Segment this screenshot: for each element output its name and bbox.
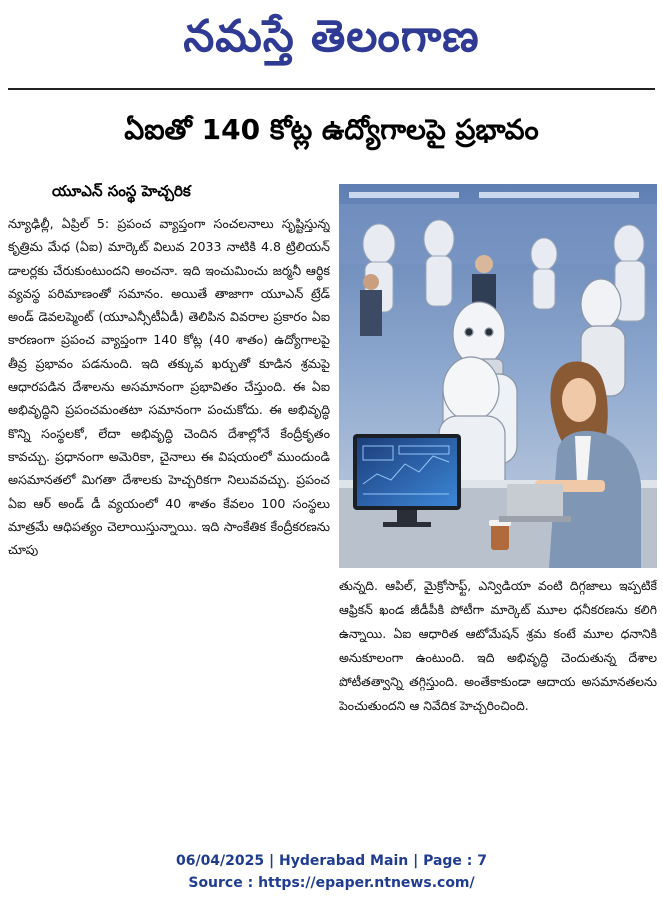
article-subheadline: యూఎన్ సంస్థ హెచ్చరిక — [52, 182, 191, 200]
article-body-text-2: తున్నది. ఆపిల్, మైక్రోసాఫ్ట్, ఎన్విడియా వంటి దిగ్గజాలు ఇప్పటికే ఆఫ్రికన్ ఖండ జీడీపీకి పోటీగా మార్కెట్ మూల ధనీకరణను కలిగి ఉన్నాయి. ఏఐ ఆధారిత ఆటోమేషన్ శ్రమ కంటే మూల ధనానికి అనుకూలంగా ఉంటుంది. ఇది అభివృద్ధి చెందుతున్న దేశాల పోటీతత్వాన్ని తగ్గిస్తుంది. అంతేకాకుండా ఆదాయ అసమానతలను పెంచుతుందని ఆ నివేదిక హెచ్చరించింది. — [339, 578, 657, 713]
footer-source-line: Source : https://epaper.ntnews.com/ — [188, 875, 475, 891]
article-headline: ఏఐతో 140 కోట్ల ఉద్యోగాలపై ప్రభావం — [124, 113, 539, 146]
article-column-1 — [8, 212, 330, 832]
masthead — [0, 6, 663, 68]
office-robots-illustration — [339, 184, 657, 568]
top-divider — [8, 88, 655, 90]
page-footer — [0, 850, 663, 894]
masthead-title: నమస్తే తెలంగాణ — [183, 11, 480, 62]
article-photo — [339, 184, 657, 568]
footer-date-line: 06/04/2025 | Hyderabad Main | Page : 7 — [175, 853, 488, 869]
article-body-text-1: న్యూఢిల్లీ, ఏప్రిల్ 5: ప్రపంచ వ్యాప్తంగా సంచలనాలు సృష్టిస్తున్న కృత్రిమ మేధ (ఏఐ) మార్కెట్ విలువ 2033 నాటికి 4.8 ట్రిలియన్ డాలర్లకు చేరుకుంటుందని అంచనా. ఇది ఇంచుమించు జర్మనీ ఆర్థిక వ్యవస్థ పరిమాణంతో సమానం. అయితే తాజాగా యూఎన్ ట్రేడ్ అండ్ డెవలప్మెంట్ (యూఎన్సీటీఏడీ) తెలిపిన వివరాల ప్రకారం ఏఐ కారణంగా ప్రపంచ వ్యాప్తంగా 140 కోట్ల (40 శాతం) ఉద్యోగాలపై తీవ్ర ప్రభావం పడనుంది. ఇది తక్కువ ఖర్చుతో కూడిన శ్రమపై ఆధారపడిన దేశాలను అసమానంగా ప్రభావితం చేస్తుంది. ఈ ఏఐ అభివృద్ధిని ప్రపంచమంతటా సమానంగా పంచుకోదు. ఈ అభివృద్ధి కొన్ని సంస్థలకో, లేదా అభివృద్ధి చెందిన దేశాల్లోనే కేంద్రీకృతం కావచ్చు. ప్రధానంగా అమెరికా, చైనాలు ఈ విషయంలో ముందుండి అసమానతలో మిగతా దేశాలకు హెచ్చరికగా నిలువవచ్చు. ప్రపంచ ఏఐ ఆర్ అండ్ డీ వ్యయంలో 40 శాతం కేవలం 100 సంస్థలు మాత్రమే ఆధిపత్యం చెలాయిస్తున్నాయి. ఇది సాంకేతిక కేంద్రీకరణను చూపు — [8, 216, 330, 558]
article-column-2 — [339, 574, 657, 834]
